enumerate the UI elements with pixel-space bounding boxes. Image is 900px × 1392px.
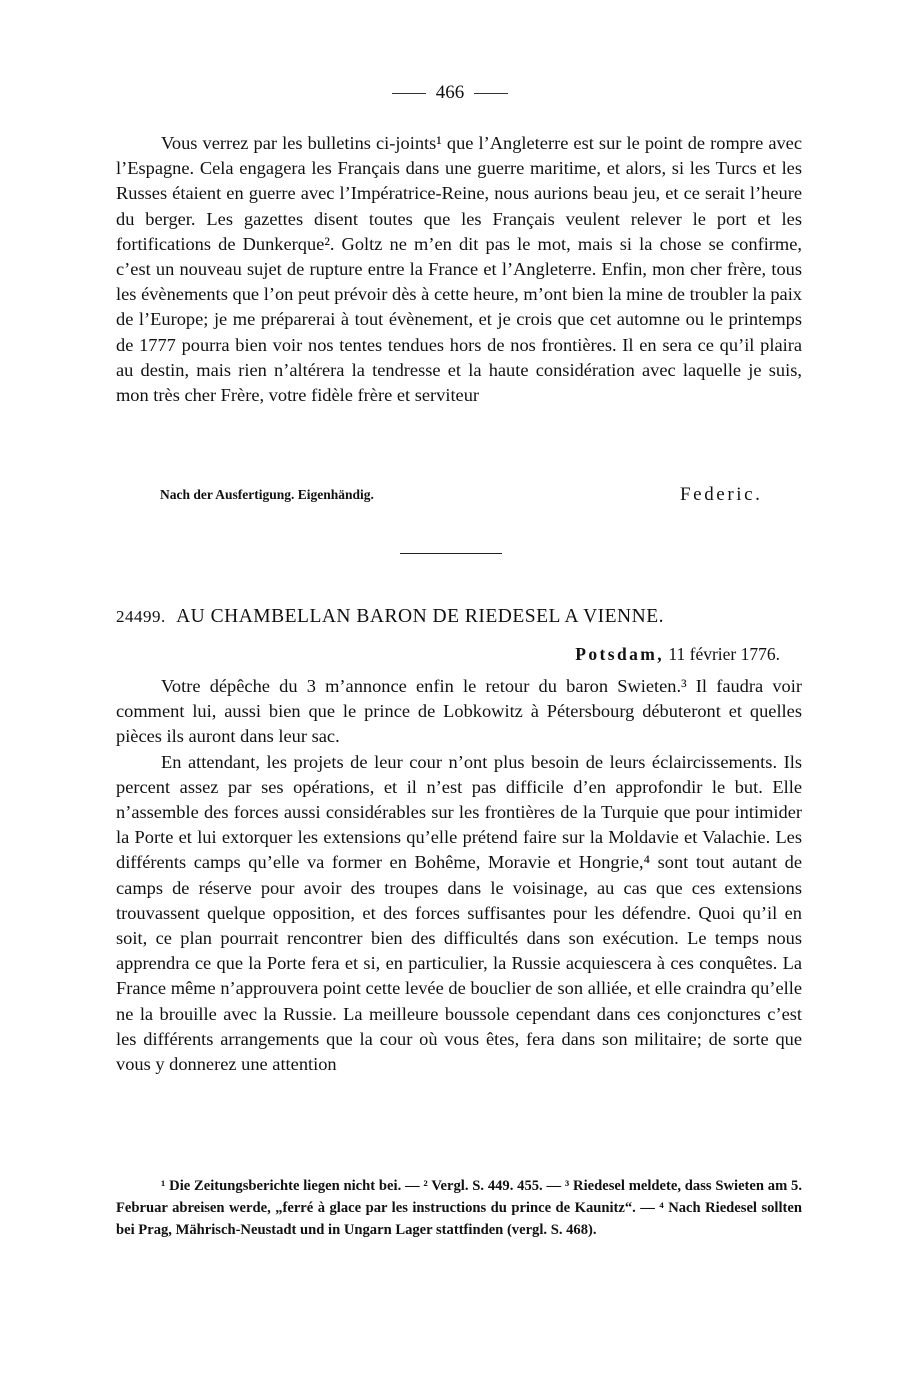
footnotes [116,1175,802,1241]
dateline-date: 11 février 1776. [668,644,780,664]
dateline [500,644,780,665]
dateline-place: Potsdam, [575,644,665,664]
footnote-text: ¹ Die Zeitungsberichte liegen nicht bei. — ² Vergl. S. 449. 455. — ³ Riedesel meldete, dass Swieten am 5. Februar abreisen werde, „ferré à glace par les instructions du prince de Kaunitz“. — ⁴ Nach Riedesel sollten bei Prag, Mährisch-Neustadt und in Ungarn Lager stattfinden (vergl. S. 468). [116,1178,802,1238]
letter-title: AU CHAMBELLAN BARON DE RIEDESEL A VIENNE. [176,606,665,627]
section-divider [400,553,502,554]
letter-number: 24499. [116,607,166,626]
page-number-right-rule [474,93,508,94]
page-number-text: 466 [435,82,465,103]
letter-1-body [116,131,802,408]
letter-2-heading [116,606,802,628]
letter-2-paragraph-1: Votre dépêche du 3 m’annonce enfin le retour du baron Swieten.³ Il faudra voir comment lui, aussi bien que le prince de Lobkowitz à Pétersbourg débuteront et quelles pièces ils auront dans leur sac. [116,676,802,747]
letter-2-paragraph-2: En attendant, les projets de leur cour n’ont plus besoin de leurs éclaircissements. Ils percent assez par ses opérations, et il n’est pas difficile d’en approfondir le but. Elle n’assemble des forces aussi considérables sur les frontières de la Turquie que pour intimider la Porte et lui extorquer les extensions qu’elle prétend faire sur la Moldavie et Valachie. Les différents camps qu’elle va former en Bohême, Moravie et Hongrie,⁴ sont tout autant de camps de réserve pour avoir des troupes dans le voisinage, au cas que ces extensions trouvassent quelque opposition, et des forces suffisantes pour les défendre. Quoi qu’il en soit, ce plan pourrait rencontrer bien des difficultés dans son exécution. Le temps nous apprendra ce que la Porte fera et si, en particulier, la Russie acquiescera à ces conquêtes. La France même n’approuvera point cette levée de bouclier de son alliée, et elle craindra qu’elle ne la brouille avec la Russie. La meilleure boussole cependant dans ces conjonctures c’est les différents arrangements que la cour où vous êtes, fera dans son militaire; de sorte que vous y donnerez une attention [116,751,802,1075]
page-number-left-rule [392,93,426,94]
letter-2-body [116,674,802,1077]
page-number [0,82,900,104]
source-note: Nach der Ausfertigung. Eigenhändig. [160,487,374,502]
signature: Federic. [680,484,763,505]
letter-1-paragraph-1: Vous verrez par les bulletins ci-joints¹ que l’Angleterre est sur le point de rompre avec l’Espagne. Cela engagera les Français dans une guerre maritime, et alors, si les Turcs et les Russes étaient en guerre avec l’Impératrice-Reine, nous aurions beau jeu, et ce serait l’heure du berger. Les gazettes disent toutes que les Français veulent relever le port et les fortifications de Dunkerque². Goltz ne m’en dit pas le mot, mais si la chose se confirme, c’est un nouveau sujet de rupture entre la France et l’Angleterre. Enfin, mon cher frère, tous les évènements que l’on peut prévoir dès à cette heure, m’ont bien la mine de troubler la paix de l’Europe; je me préparerai à tout évènement, et je crois que cet automne ou le printemps de 1777 pourra bien voir nos tentes tendues hors de nos frontières. Il en sera ce qu’il plaira au destin, mais rien n’altérera la tendresse et la haute considération avec laquelle je suis, mon très cher Frère, votre fidèle frère et serviteur [116,133,802,406]
